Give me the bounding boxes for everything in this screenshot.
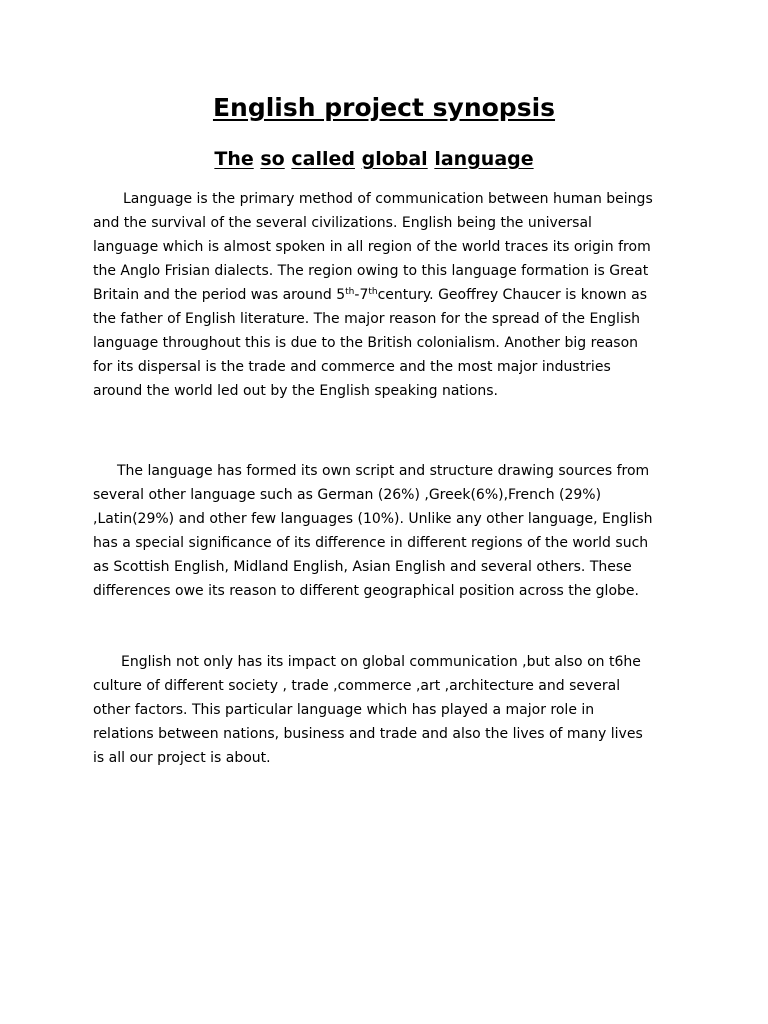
document-title: English project synopsis (212, 93, 556, 122)
paragraph-language-origin (93, 187, 677, 403)
line-text: Britain and the period was around 5 (93, 287, 346, 303)
paragraph-line: language throughout this is due to the British colonialism. Another big reason (93, 335, 639, 351)
subtitle-word: global (361, 148, 428, 170)
paragraph-line: Language is the primary method of communication between human beings (123, 191, 653, 207)
paragraph-line: other factors. This particular language which has played a major role in (93, 702, 595, 718)
paragraph-line: language which is almost spoken in all region of the world traces its origin from (93, 239, 651, 255)
paragraph-line: the Anglo Frisian dialects. The region owing to this language formation is Great (93, 263, 649, 279)
paragraph-line: around the world led out by the English speaking nations. (93, 383, 498, 399)
paragraph-line: culture of different society , trade ,commerce ,art ,architecture and several (93, 678, 621, 694)
paragraph-line (93, 283, 677, 307)
line-text: -7 (354, 287, 369, 303)
line-text: century. Geoffrey Chaucer is known as (377, 287, 647, 303)
document-subtitle (0, 144, 748, 174)
paragraph-language-impact (93, 650, 677, 770)
paragraph-line: for its dispersal is the trade and commerce and the most major industries (93, 359, 611, 375)
paragraph-line: The language has formed its own script and structure drawing sources from (117, 463, 650, 479)
subtitle-word: language (434, 148, 534, 170)
paragraph-line: ,Latin(29%) and other few languages (10%). Unlike any other language, English (93, 511, 653, 527)
paragraph-line: relations between nations, business and trade and also the lives of many lives (93, 726, 643, 742)
subtitle-word: The (214, 148, 254, 170)
subtitle-word: so (260, 148, 285, 170)
paragraph-line: is all our project is about. (93, 750, 271, 766)
paragraph-line: as Scottish English, Midland English, Asian English and several others. These (93, 559, 632, 575)
paragraph-line: the father of English literature. The major reason for the spread of the English (93, 311, 640, 327)
paragraph-line: differences owe its reason to different geographical position across the globe. (93, 583, 639, 599)
paragraph-line: has a special significance of its difference in different regions of the world such (93, 535, 649, 551)
paragraph-language-sources (93, 459, 677, 603)
paragraph-line: several other language such as German (26%) ,Greek(6%),French (29%) (93, 487, 602, 503)
paragraph-line: English not only has its impact on global communication ,but also on t6he (121, 654, 641, 670)
paragraph-line: and the survival of the several civilizations. English being the universal (93, 215, 592, 231)
superscript: th (345, 287, 355, 297)
subtitle-word: called (291, 148, 355, 170)
superscript: th (368, 287, 378, 297)
